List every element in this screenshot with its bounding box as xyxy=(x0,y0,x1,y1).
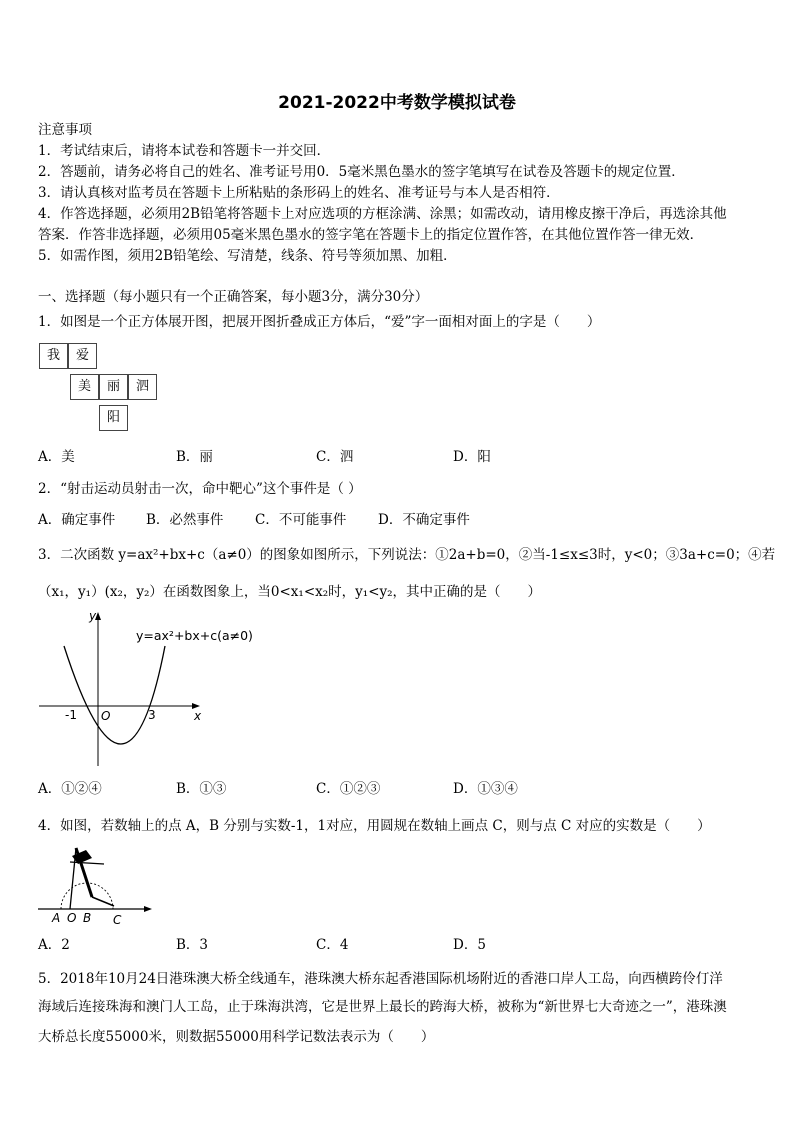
q4-option-c[interactable]: C．4 xyxy=(316,937,349,953)
question-5-line-2: 海域后连接珠海和澳门人工岛，止于珠海洪湾，它是世界上最长的跨海大桥，被称为“新世界七大奇迹之一”，港珠澳 xyxy=(38,999,727,1015)
q2-option-d[interactable]: D．不确定事件 xyxy=(378,512,470,528)
note-line: 5．如需作图，须用2B铅笔绘、写清楚，线条、符号等须加黑、加粗． xyxy=(38,248,457,264)
q4-option-b[interactable]: B．3 xyxy=(176,937,209,953)
q4-option-a[interactable]: A．2 xyxy=(38,937,70,953)
function-formula: y=ax²+bx+c(a≠0) xyxy=(136,628,253,643)
q2-option-c[interactable]: C．不可能事件 xyxy=(255,512,347,528)
section-heading: 一、选择题（每小题只有一个正确答案，每小题3分，满分30分） xyxy=(38,289,429,305)
q1-option-d[interactable]: D．阳 xyxy=(453,449,491,465)
question-3-line-2: （x₁，y₁）(x₂，y₂）在函数图象上，当0<x₁<x₂时，y₁<y₂，其中正确的是（ ） xyxy=(38,584,542,600)
net-cell: 爱 xyxy=(68,343,97,369)
question-4-text: 4．如图，若数轴上的点 A，B 分别与实数-1，1对应，用圆规在数轴上画点 C，则与点 C 对应的实数是（ ） xyxy=(38,818,711,834)
net-cell: 泗 xyxy=(128,374,157,400)
question-2-text: 2．“射击运动员射击一次，命中靶心”这个事件是（ ） xyxy=(38,481,362,497)
q4-option-d[interactable]: D．5 xyxy=(453,937,486,953)
point-o-label: O xyxy=(67,911,77,925)
net-cell: 阳 xyxy=(99,405,128,431)
q2-option-a[interactable]: A．确定事件 xyxy=(38,512,116,528)
x-axis-label: x xyxy=(194,709,202,723)
question-5-line-3: 大桥总长度55000米，则数据55000用科学记数法表示为（ ） xyxy=(38,1029,435,1045)
q1-option-b[interactable]: B．丽 xyxy=(176,449,213,465)
question-3-line-1: 3．二次函数 y=ax²+bx+c（a≠0）的图象如图所示，下列说法：①2a+b=0，②当-1≤x≤3时，y<0；③3a+c=0；④若 xyxy=(38,547,776,563)
net-cell: 丽 xyxy=(99,374,128,400)
notes-heading: 注意事项 xyxy=(38,122,92,138)
tick-label-neg1: -1 xyxy=(65,708,77,722)
note-line: 3．请认真核对监考员在答题卡上所粘贴的条形码上的姓名、准考证号与本人是否相符． xyxy=(38,185,560,201)
note-line: 答案．作答非选择题，必须用05毫米黑色墨水的签字笔在答题卡上的指定位置作答，在其他位置作答一律无效． xyxy=(38,227,704,243)
q1-option-a[interactable]: A．美 xyxy=(38,449,75,465)
q3-option-c[interactable]: C．①②③ xyxy=(316,781,381,797)
point-c-label: C xyxy=(113,913,122,927)
net-cell: 美 xyxy=(70,374,99,400)
tick-label-3: 3 xyxy=(148,708,156,722)
question-5-line-1: 5．2018年10月24日港珠澳大桥全线通车，港珠澳大桥东起香港国际机场附近的香港口岸人工岛，向西横跨伶仃洋 xyxy=(38,971,723,987)
question-1-text: 1．如图是一个正方体展开图，把展开图折叠成正方体后，“爱”字一面相对面上的字是（ ） xyxy=(38,314,601,330)
note-line: 1．考试结束后，请将本试卷和答题卡一并交回． xyxy=(38,143,331,159)
y-axis-label: y xyxy=(89,609,97,623)
q2-option-b[interactable]: B．必然事件 xyxy=(146,512,224,528)
compass-number-line-figure xyxy=(34,842,159,930)
net-cell: 我 xyxy=(39,343,68,369)
q1-option-c[interactable]: C．泗 xyxy=(316,449,354,465)
note-line: 4．作答选择题，必须用2B铅笔将答题卡上对应选项的方框涂满、涂黑；如需改动，请用橡皮擦干净后，再选涂其他 xyxy=(38,206,727,222)
point-a-label: A xyxy=(52,911,61,925)
parabola-graph xyxy=(34,606,253,771)
note-line: 2．答题前，请务必将自己的姓名、准考证号用0．5毫米黑色墨水的签字笔填写在试卷及答题卡的规定位置． xyxy=(38,164,685,180)
page-title: 2021-2022中考数学模拟试卷 xyxy=(278,93,516,113)
origin-label: O xyxy=(101,709,111,723)
q3-option-d[interactable]: D．①③④ xyxy=(453,781,518,797)
q3-option-b[interactable]: B．①③ xyxy=(176,781,227,797)
number-line-arrow xyxy=(144,906,152,912)
compass-pencil xyxy=(92,897,114,906)
point-b-label: B xyxy=(83,911,92,925)
parabola-curve xyxy=(64,646,165,744)
q3-option-a[interactable]: A．①②④ xyxy=(38,781,102,797)
compass-arc xyxy=(61,883,113,909)
